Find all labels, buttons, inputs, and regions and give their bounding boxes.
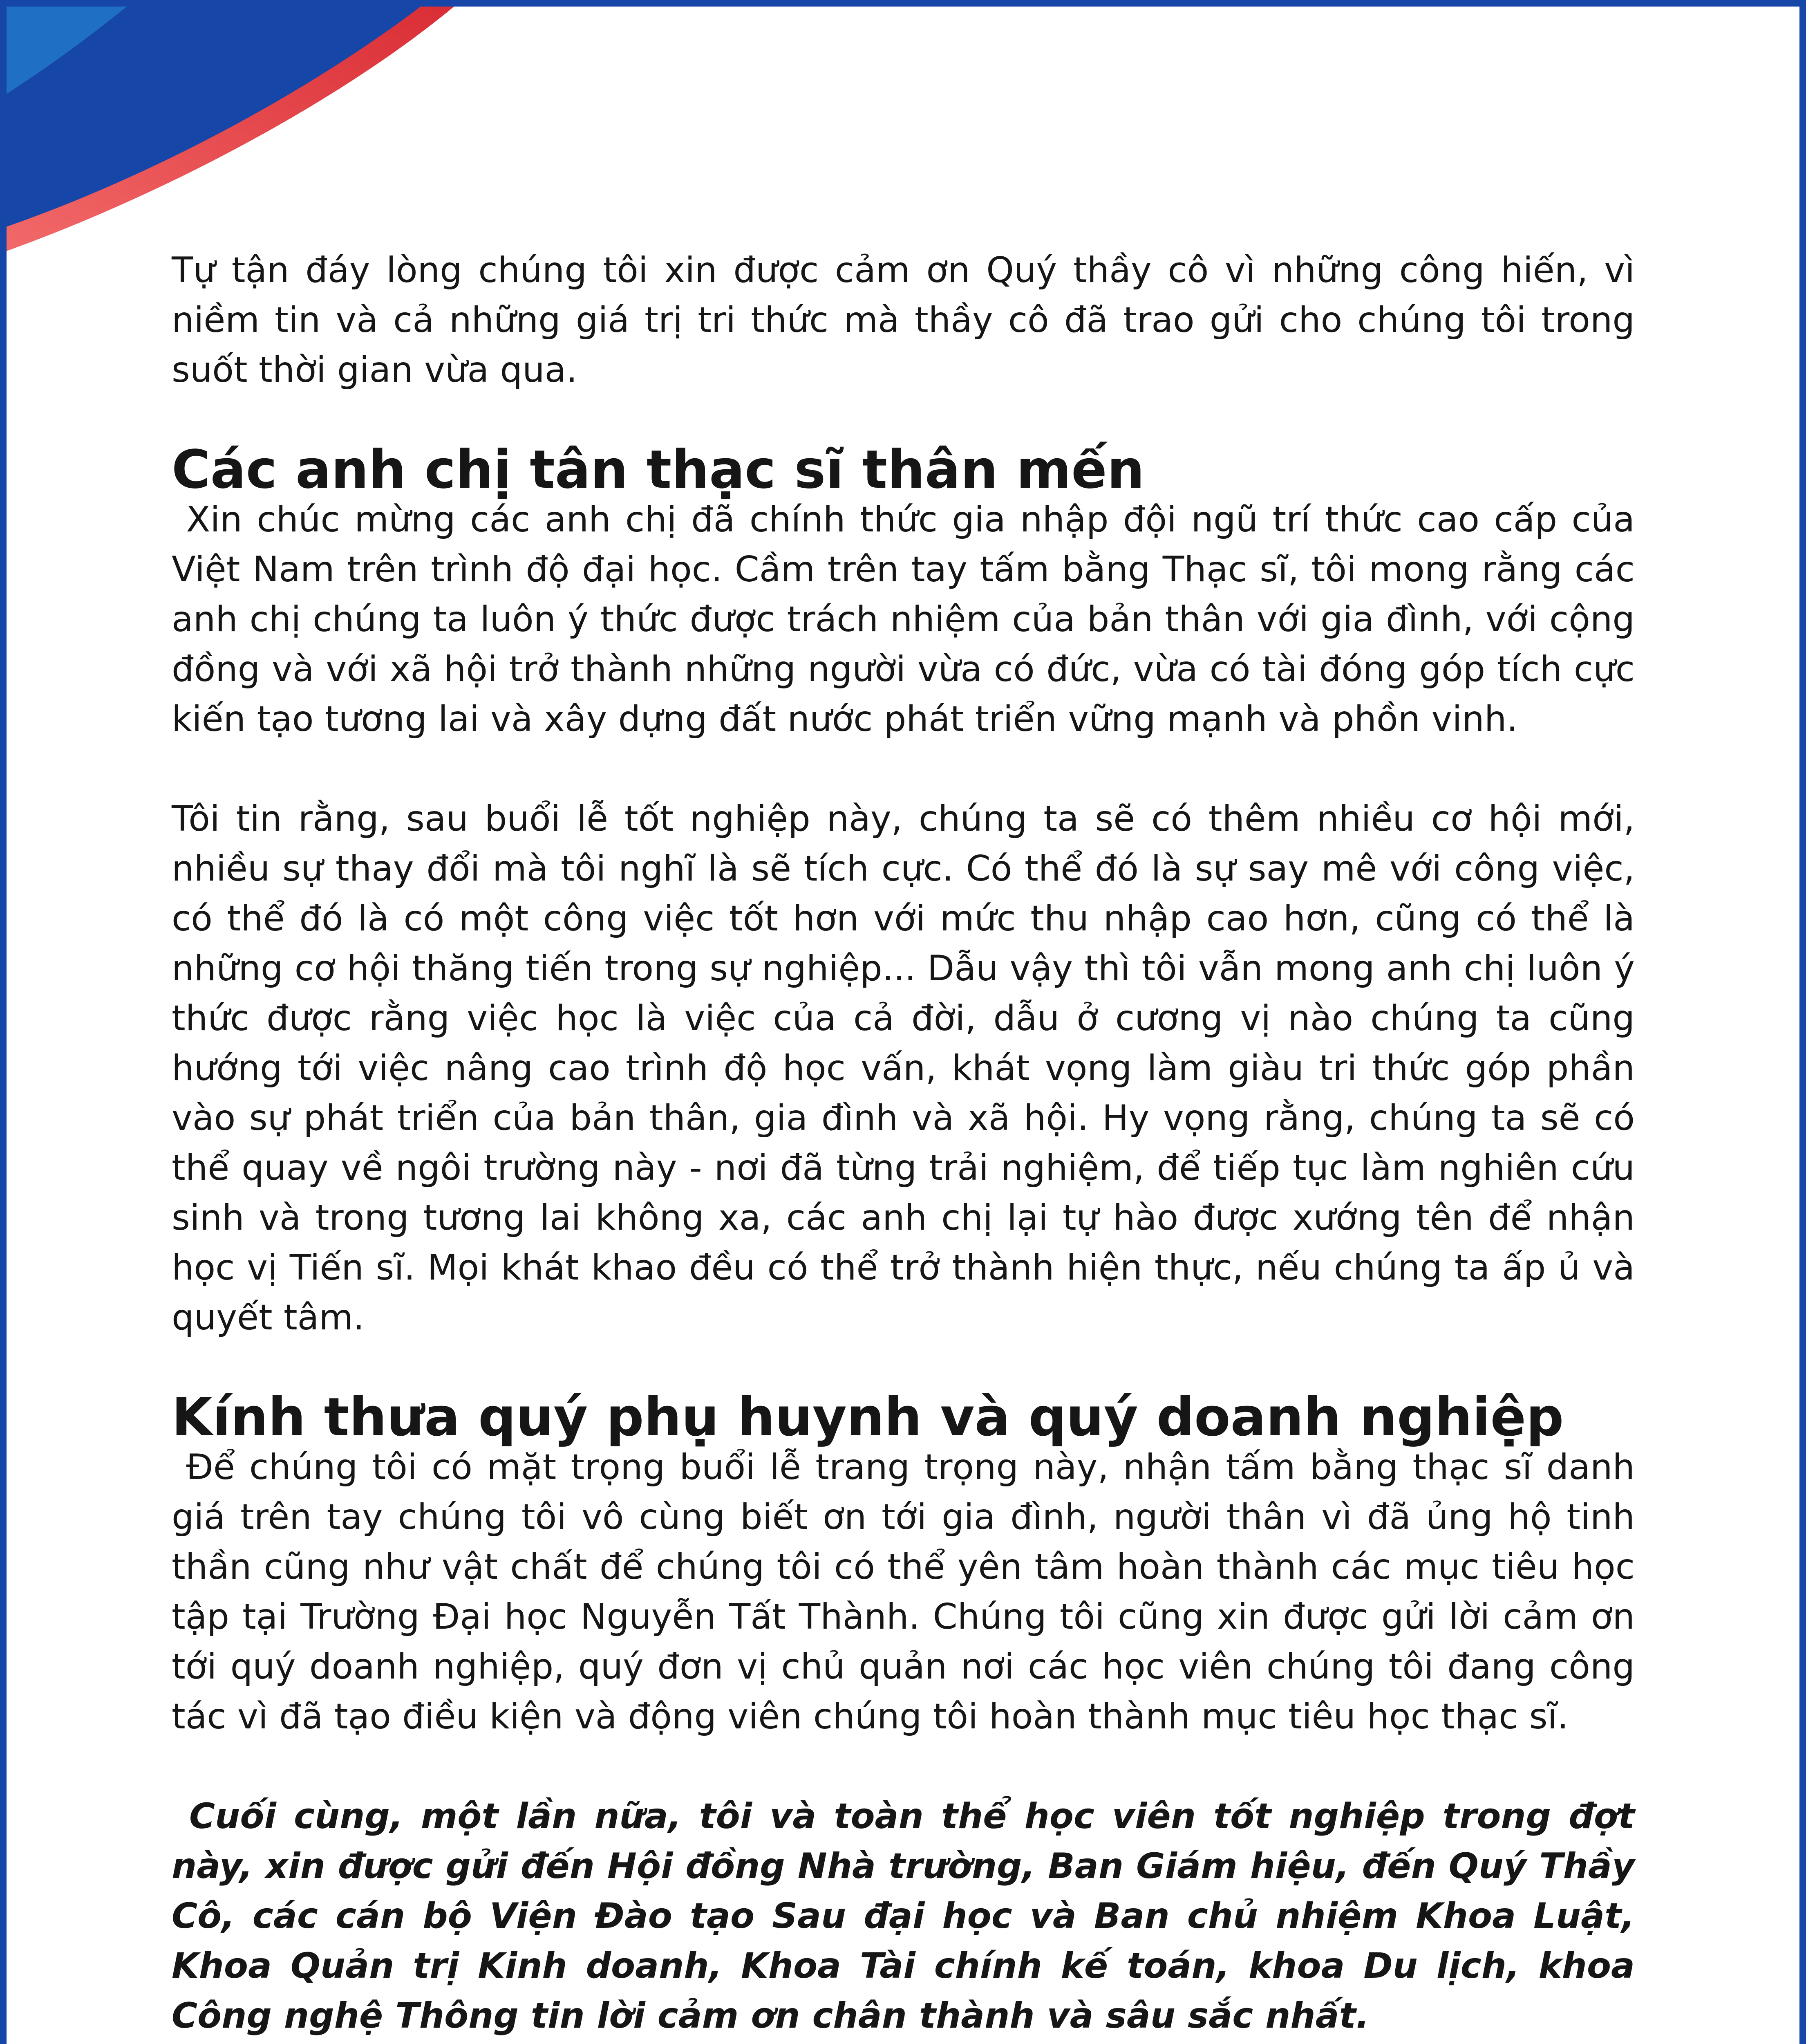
graduates-paragraph: Xin chúc mừng các anh chị đã chính thức gia nhập đội ngũ trí thức cao cấp của Việt Nam trên trình độ đại học. Cầm trên tay tấm bằng Thạc sĩ, tôi mong rằng các anh chị chúng ta luôn ý thức được trách nhiệm của bản thân với gia đình, với cộng đồng và với xã hội trở thành những người vừa có đức, vừa có tài đóng góp tích cực kiến tạo tương lai và xây dựng đất nước phát triển vững mạnh và phồn vinh.	[172, 499, 1646, 740]
future-paragraph: Tôi tin rằng, sau buổi lễ tốt nghiệp này, chúng ta sẽ có thêm nhiều cơ hội mới, nhiều sự thay đổi mà tôi nghĩ là sẽ tích cực. Có thể đó là sự say mê với công việc, có thể đó là có một công việc tốt hơn với mức thu nhập cao hơn, cũng có thể là những cơ hội thăng tiến trong sự nghiệp... Dẫu vậy thì tôi vẫn mong anh chị luôn ý thức được rằng việc học là việc của cả đời, dẫu ở cương vị nào chúng ta cũng hướng tới việc nâng cao trình độ học vấn, khát vọng làm giàu tri thức góp phần vào sự phát triển của bản thân, gia đình và xã hội. Hy vọng rằng, chúng ta sẽ có thể quay về ngôi trường này - nơi đã từng trải nghiệm, để tiếp tục làm nghiên cứu sinh và trong tương lai không xa, các anh chị lại tự hào được xướng tên để nhận học vị Tiến sĩ. Mọi khát khao đều có thể trở thành hiện thực, nếu chúng ta ấp ủ và quyết tâm.	[172, 798, 1646, 1338]
top-left-swoosh	[0, 0, 462, 253]
graduates-heading: Các anh chị tân thạc sĩ thân mến	[172, 439, 1145, 500]
document-body	[172, 245, 1647, 2044]
closing-thanks-paragraph: Cuối cùng, một lần nữa, tôi và toàn thể học viên tốt nghiệp trong đợt này, xin được gửi đến Hội đồng Nhà trường, Ban Giám hiệu, đến Quý Thầy Cô, các cán bộ Viện Đào tạo Sau đại học và Ban chủ nhiệm Khoa Luật, Khoa Quản trị Kinh doanh, Khoa Tài chính kế toán, khoa Du lịch, khoa Công nghệ Thông tin lời cảm ơn chân thành và sâu sắc nhất.	[172, 1796, 1647, 2036]
intro-paragraph: Tự tận đáy lòng chúng tôi xin được cảm ơn Quý thầy cô vì những công hiến, vì niềm tin và cả những giá trị tri thức mà thầy cô đã trao gửi cho chúng tôi trong suốt thời gian vừa qua.	[172, 250, 1646, 390]
parents-paragraph: Để chúng tôi có mặt trọng buổi lễ trang trọng này, nhận tấm bằng thạc sĩ danh giá trên tay chúng tôi vô cùng biết ơn tới gia đình, người thân vì đã ủng hộ tinh thần cũng như vật chất để chúng tôi có thể yên tâm hoàn thành các mục tiêu học tập tại Trường Đại học Nguyễn Tất Thành. Chúng tôi cũng xin được gửi lời cảm ơn tới quý doanh nghiệp, quý đơn vị chủ quản nơi các học viên chúng tôi đang công tác vì đã tạo điều kiện và động viên chúng tôi hoàn thành mục tiêu học thạc sĩ.	[172, 1447, 1646, 1737]
parents-heading: Kính thưa quý phụ huynh và quý doanh nghiệp	[172, 1387, 1564, 1448]
